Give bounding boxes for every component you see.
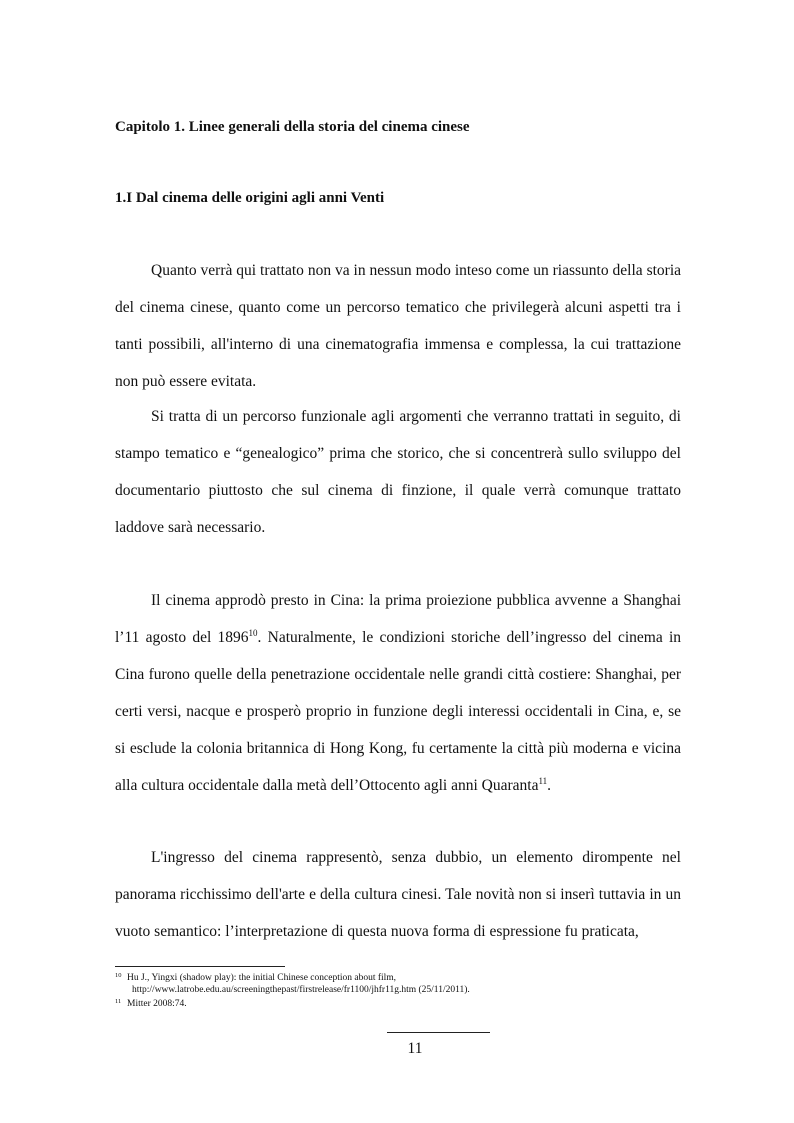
paragraph-3-part-1: Il cinema approdò presto in Cina: la prima proiezione pubblica avvenne a Shanghai l’11 agosto del 1896 bbox=[115, 592, 681, 646]
page-number: 11 bbox=[407, 1040, 423, 1057]
paragraph-4: L'ingresso del cinema rappresentò, senza dubbio, un elemento dirompente nel panorama ricchissimo dell'arte e della cultura cinesi. Tale novità non si inserì tuttavia in un vuoto semantico: l’interpretazione di questa nuova forma di espressione fu praticata, bbox=[115, 849, 681, 940]
paragraph-2: Si tratta di un percorso funzionale agli argomenti che verranno trattati in seguito, di stampo tematico e “genealogico” prima che storico, che si concentrerà sullo sviluppo del documentario piuttosto che sul cinema di finzione, il quale verrà comunque trattato laddove sarà necessario. bbox=[115, 408, 681, 536]
footnote-ref-11[interactable]: 11 bbox=[538, 776, 548, 786]
chapter-title: Capitolo 1. Linee generali della storia del cinema cinese bbox=[115, 119, 470, 135]
section-title: 1.I Dal cinema delle origini agli anni Venti bbox=[115, 190, 385, 206]
paragraph-1: Quanto verrà qui trattato non va in nessun modo inteso come un riassunto della storia del cinema cinese, quanto come un percorso tematico che privilegerà alcuni aspetti tra i tanti possibili, all'interno di una cinematografia immensa e complessa, la cui trattazione non può essere evitata. bbox=[115, 262, 681, 390]
footnote-10-url[interactable]: http://www.latrobe.edu.au/screeningthepast/firstrelease/fr1100/jhfr11g.htm (25/11/2011). bbox=[132, 985, 470, 995]
footnote-text: Hu J., Yingxi (shadow play): the initial Chinese conception about film, bbox=[127, 973, 397, 983]
paragraph-3-part-2: . Naturalmente, le condizioni storiche dell’ingresso del cinema in Cina furono quelle della penetrazione occidentale nelle grandi città costiere: Shanghai, per certi versi, nacque e prosperò proprio in funzione degli interessi occidentali in Cina, e, se si esclude la colonia britannica di Hong Kong, fu certamente la città più moderna e vicina alla cultura occidentale dalla metà dell’Ottocento agli anni Quaranta bbox=[115, 629, 682, 794]
paragraph-3-part-3: . bbox=[547, 777, 552, 794]
footnotes bbox=[115, 970, 685, 1010]
page-number-divider bbox=[387, 1032, 490, 1033]
footnote-divider bbox=[115, 966, 285, 967]
footnote-10 bbox=[115, 970, 685, 984]
footnote-11 bbox=[115, 996, 685, 1010]
footnote-ref-10[interactable]: 10 bbox=[248, 628, 258, 638]
footnote-number: 11 bbox=[115, 998, 122, 1005]
paragraph-3 bbox=[115, 582, 681, 804]
footnote-number: 10 bbox=[115, 972, 122, 979]
footnote-text: Mitter 2008:74. bbox=[127, 999, 187, 1009]
